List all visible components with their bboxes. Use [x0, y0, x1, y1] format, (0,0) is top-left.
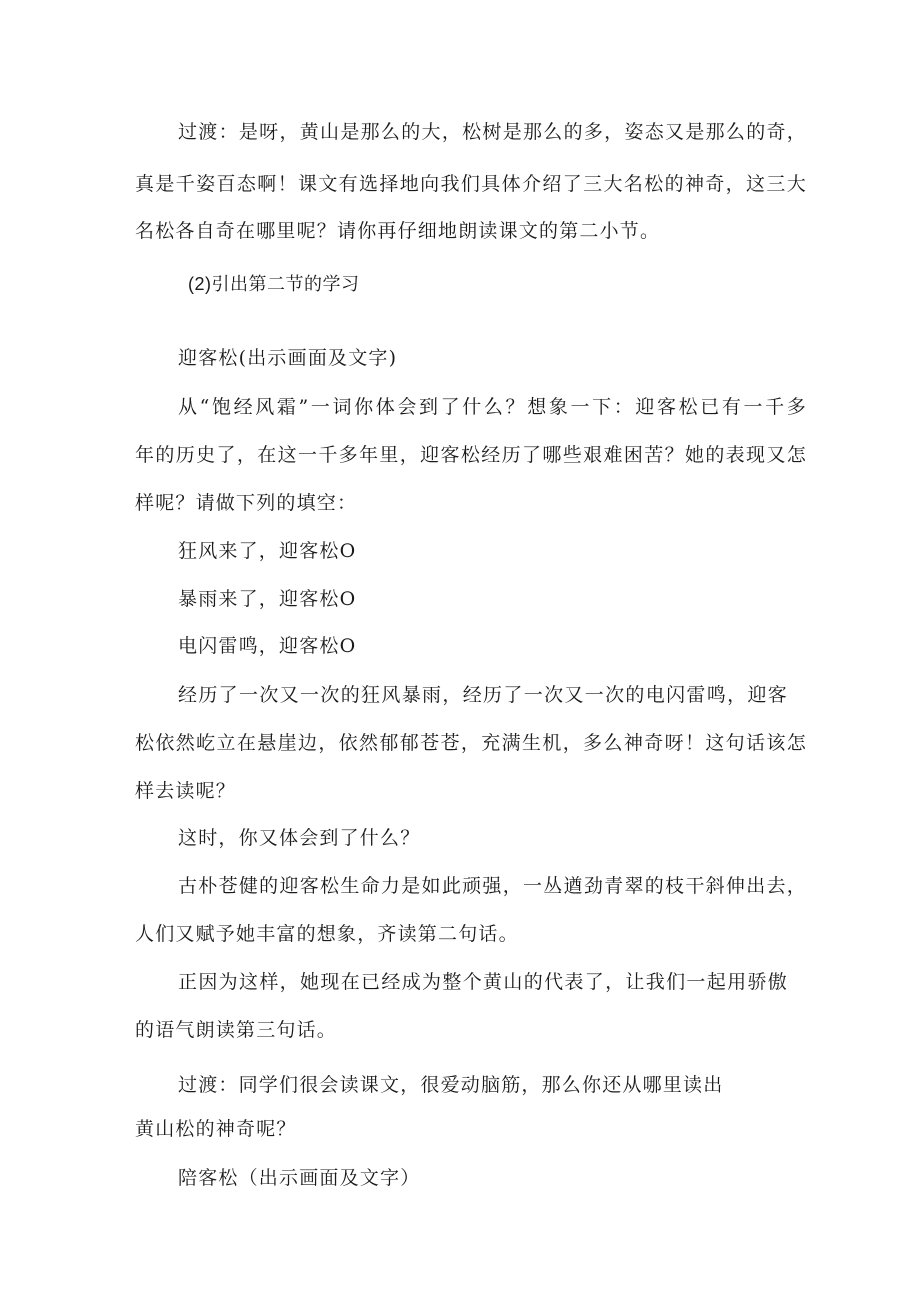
subheading-welcome-pine: 迎客松(出示画面及文字): [178, 347, 398, 369]
fill-blank-item-2: 暴雨来了，迎客松O: [178, 588, 357, 610]
question-paragraph-line-3: 样呢？请做下列的填空：: [135, 492, 358, 514]
storm-paragraph-line-2: 松依然屹立在悬崖边，依然郁郁苍苍，充满生机，多么神奇呀！这句话该怎: [135, 732, 807, 754]
question-paragraph-line-2: 年的历史了，在这一千多年里，迎客松经历了哪些艰难困苦？她的表现又怎: [135, 444, 807, 466]
transition-2-line-2: 黄山松的神奇呢？: [135, 1118, 297, 1140]
vitality-paragraph-line-2: 人们又赋予她丰富的想象，齐读第二句话。: [135, 923, 519, 945]
storm-paragraph-line-3: 样去读呢？: [135, 780, 237, 802]
paragraph-transition-line-2: 真是千姿百态啊！课文有选择地向我们具体介绍了三大名松的神奇，这三大: [135, 173, 807, 195]
subheading-companion-pine: 陪客松（出示画面及文字）: [178, 1167, 421, 1189]
storm-paragraph-line-1: 经历了一次又一次的狂风暴雨，经历了一次又一次的电闪雷鸣，迎客: [178, 684, 788, 706]
transition-2-line-1: 过渡：同学们很会读课文，很爱动脑筋，那么你还从哪里读出: [178, 1074, 724, 1096]
fill-blank-item-1: 狂风来了，迎客松O: [178, 540, 357, 562]
reflection-line: 这时，你又体会到了什么？: [178, 827, 421, 849]
section-heading: (2)引出第二节的学习: [188, 274, 360, 294]
paragraph-transition-line-3: 名松各自奇在哪里呢？请你再仔细地朗读课文的第二小节。: [135, 220, 661, 242]
question-paragraph-line-1: 从“饱经风霜”一词你体会到了什么？想象一下：迎客松已有一千多: [178, 396, 807, 418]
pride-paragraph-line-1: 正因为这样，她现在已经成为整个黄山的代表了，让我们一起用骄傲: [178, 971, 788, 993]
fill-blank-item-3: 电闪雷鸣，迎客松O: [178, 635, 357, 657]
paragraph-transition-line-1: 过渡：是呀，黄山是那么的大，松树是那么的多，姿态又是那么的奇，: [178, 121, 807, 143]
vitality-paragraph-line-1: 古朴苍健的迎客松生命力是如此顽强，一丛遒劲青翠的枝干斜伸出去，: [178, 875, 807, 897]
pride-paragraph-line-2: 的语气朗读第三句话。: [135, 1019, 338, 1041]
